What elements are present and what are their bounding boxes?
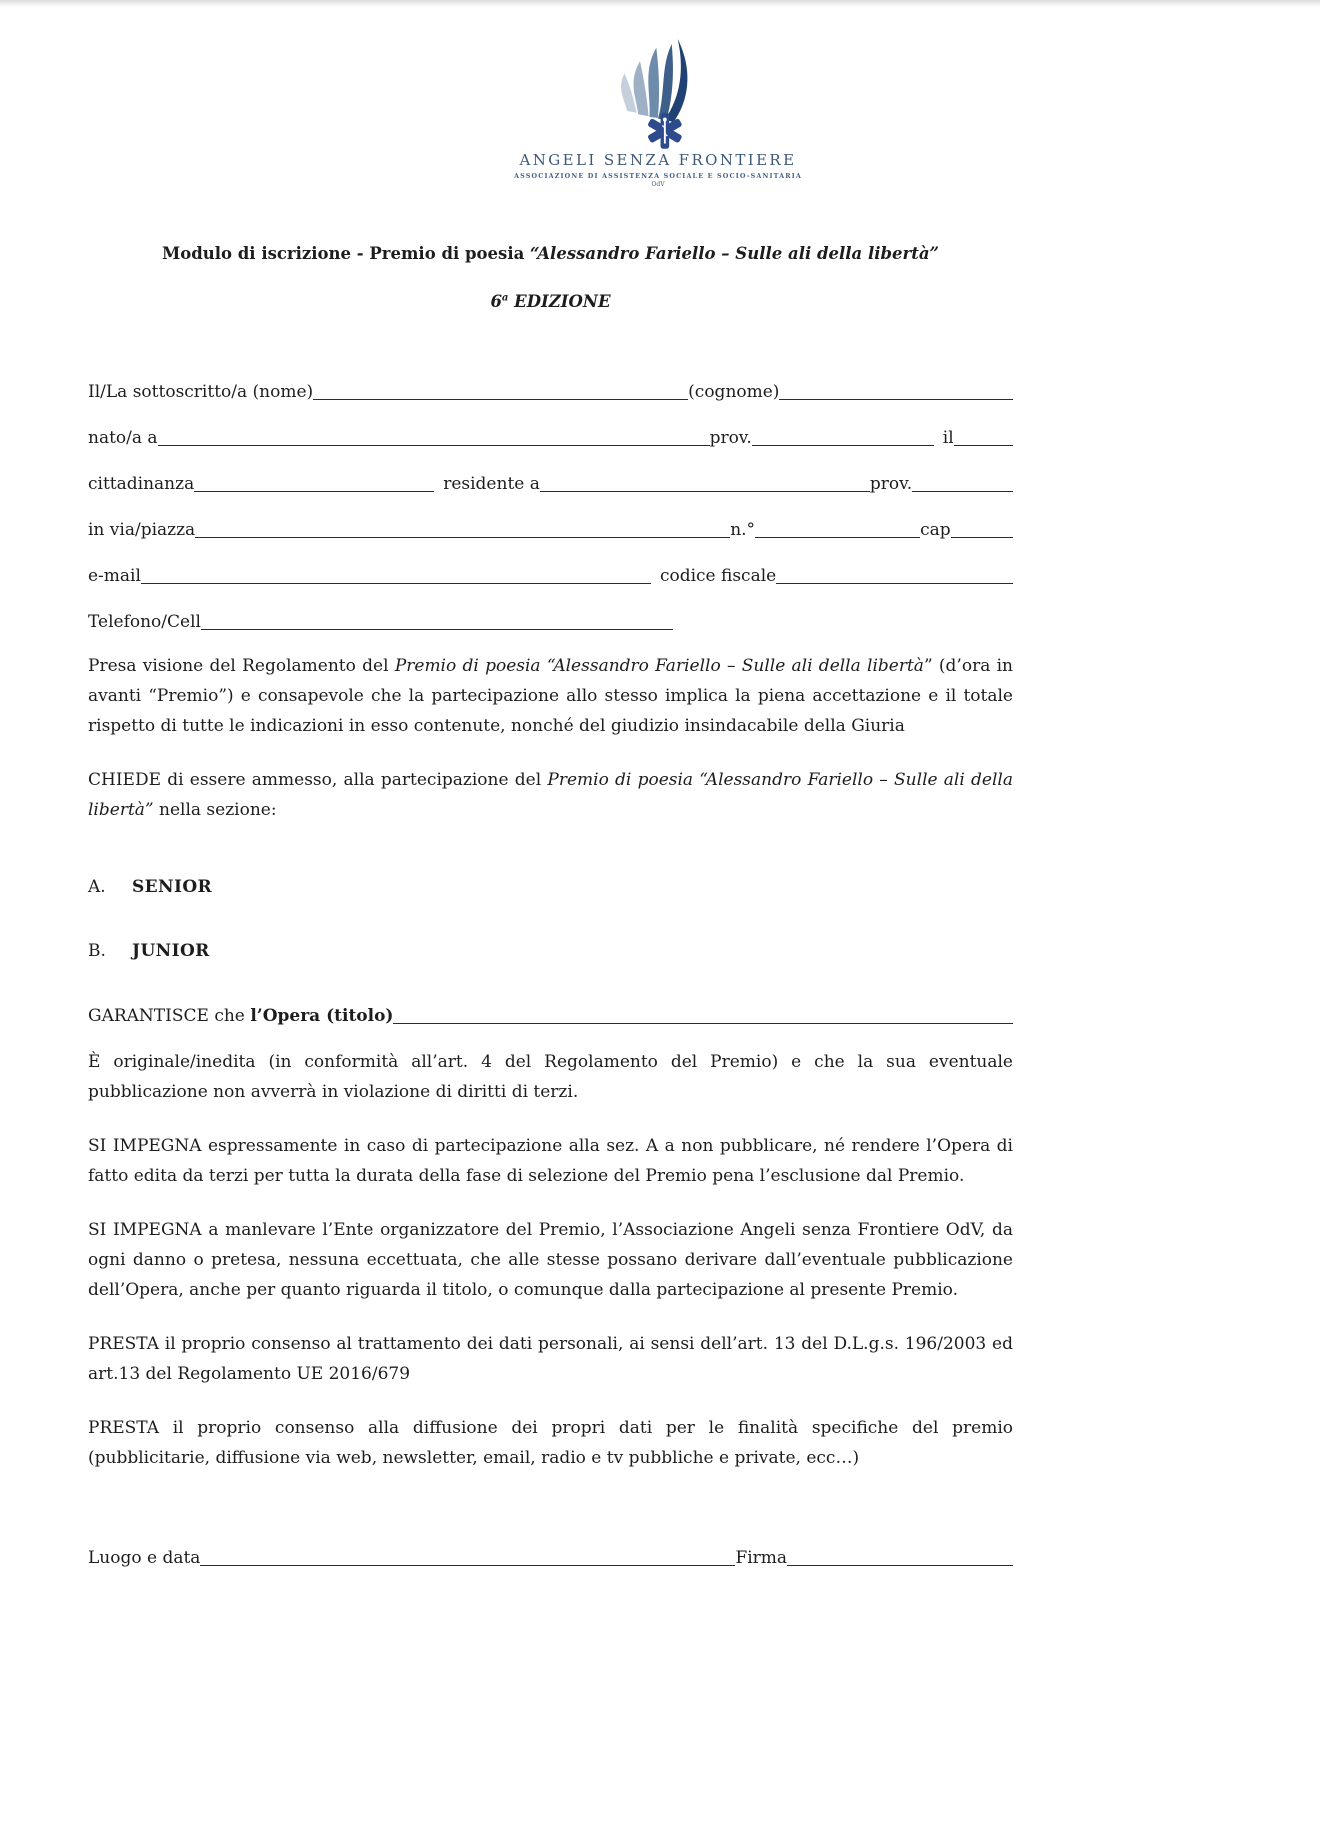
email-blank — [141, 581, 651, 584]
title-prize-name: “Alessandro Fariello – Sulle ali della libertà” — [530, 244, 940, 263]
org-type-label: OdV — [651, 181, 665, 188]
luogo-data-blank — [200, 1563, 735, 1566]
garantisce-label: GARANTISCE che — [88, 1006, 245, 1027]
via-blank — [195, 535, 730, 538]
form-title — [88, 242, 1013, 266]
cap-label: cap — [920, 520, 951, 541]
personal-data-fields — [88, 357, 1013, 633]
nato-blank — [158, 443, 710, 446]
nato-label: nato/a a — [88, 428, 158, 449]
firma-label: Firma — [735, 1548, 788, 1569]
email-label: e-mail — [88, 566, 141, 587]
option-a-label: SENIOR — [132, 876, 213, 897]
section-option-senior — [88, 877, 1013, 897]
luogo-data-label: Luogo e data — [88, 1548, 201, 1569]
option-a-marker: A. — [88, 876, 106, 897]
codice-fiscale-label: codice fiscale — [659, 566, 777, 587]
il-label: il — [942, 428, 954, 449]
signature-line — [88, 1543, 1013, 1569]
residente-label: residente a — [443, 474, 540, 495]
via-label: in via/piazza — [88, 520, 196, 541]
cittadinanza-label: cittadinanza — [88, 474, 195, 495]
title-regular: Modulo di iscrizione - Premio di poesia — [161, 244, 531, 263]
field-line-telefono — [88, 587, 1013, 633]
paragraph-si-impegna-2: SI IMPEGNA a manlevare l’Ente organizzatore del Premio, l’Associazione Angeli senza Frontiere OdV, da ogni danno o pretesa, nessuna eccettuata, che alle stesse possano derivare dall’eventuale pubblicazione dell’Opera, anche per quanto riguarda il titolo, o comunque dalla partecipazione al presente Premio. — [88, 1219, 1013, 1300]
chiede-prize-name: Premio di poesia “Alessandro Fariello – Sulle ali della libertà” — [88, 769, 1013, 820]
edition-ordinal: a — [501, 292, 509, 304]
paragraph-presta-1: PRESTA il proprio consenso al trattamento dei dati personali, ai sensi dell’art. 13 del D.L.g.s. 196/2003 ed art.13 del Regolamento UE 2016/679 — [88, 1333, 1013, 1384]
presa-post: ” (d’ora in avanti “Premio”) e consapevole che la partecipazione allo stesso implica la piena accettazione e il totale rispetto di tutte le indicazioni in esso contenute, nonché del giudizio insindacabile della Giuria — [88, 655, 1013, 736]
numero-blank — [755, 535, 920, 538]
field-line-email — [88, 541, 1013, 587]
field-line-cittadinanza — [88, 449, 1013, 495]
field-line-titolo-opera — [88, 1001, 1013, 1027]
edition-number: 6 — [490, 291, 502, 311]
paragraph-presa-visione — [88, 651, 1013, 741]
nome-blank — [313, 397, 688, 400]
option-b-marker: B. — [88, 940, 106, 961]
prov2-label: prov. — [869, 474, 913, 495]
paragraph-presta-2: PRESTA il proprio consenso alla diffusione dei propri dati per le finalità specifiche del premio (pubblicitarie, diffusione via web, newsletter, email, radio e tv pubbliche e private, ecc…) — [88, 1417, 1013, 1468]
telefono-blank — [201, 627, 673, 630]
cittadinanza-blank — [194, 489, 434, 492]
edition-line — [88, 292, 1013, 311]
prov2-blank — [912, 489, 1013, 492]
firma-blank — [787, 1563, 1013, 1566]
paragraph-originale: È originale/inedita (in conformità all’art. 4 del Regolamento del Premio) e che la sua eventuale pubblicazione non avverrà in violazione di diritti di terzi. — [88, 1051, 1013, 1102]
field-line-via — [88, 495, 1013, 541]
org-name: ANGELI SENZA FRONTIERE — [519, 151, 797, 169]
paragraph-si-impegna-1: SI IMPEGNA espressamente in caso di partecipazione alla sez. A a non pubblicare, né rendere l’Opera di fatto edita da terzi per tutta la durata della fase di selezione del Premio pena l’esclusione dal Premio. — [88, 1135, 1013, 1186]
numero-label: n.° — [730, 520, 756, 541]
paragraph-chiede — [88, 765, 1013, 825]
option-b-label: JUNIOR — [132, 940, 210, 961]
chiede-post: nella sezione: — [153, 799, 277, 820]
cognome-blank — [779, 397, 1013, 400]
opera-titolo-label: l’Opera (titolo) — [250, 1006, 394, 1027]
presa-prize-name: Premio di poesia “Alessandro Fariello – Sulle ali della libertà — [394, 655, 924, 676]
edition-word: EDIZIONE — [508, 291, 611, 311]
codice-fiscale-blank — [776, 581, 1013, 584]
titolo-blank — [393, 1021, 1013, 1024]
wing-star-of-life-logo-icon — [598, 37, 718, 149]
field-line-nato — [88, 403, 1013, 449]
presa-pre: Presa visione del Regolamento del — [88, 655, 395, 676]
nome-label: Il/La sottoscritto/a (nome) — [88, 382, 314, 403]
line-end-spacer — [673, 631, 1013, 633]
data-nascita-blank — [954, 443, 1013, 446]
chiede-pre: CHIEDE di essere ammesso, alla partecipazione del — [88, 769, 548, 790]
form-content — [88, 242, 1013, 1569]
telefono-label: Telefono/Cell — [88, 612, 201, 633]
section-options — [88, 877, 1013, 961]
field-line-nome-cognome — [88, 357, 1013, 403]
scan-edge — [0, 0, 1320, 7]
org-logo — [508, 37, 808, 188]
cap-blank — [951, 535, 1013, 538]
section-option-junior — [88, 941, 1013, 961]
residente-blank — [540, 489, 870, 492]
prov-label: prov. — [709, 428, 752, 449]
cognome-label: (cognome) — [688, 382, 780, 403]
prov-blank — [752, 443, 934, 446]
org-subtitle: ASSOCIAZIONE DI ASSISTENZA SOCIALE E SOCIO-SANITARIA — [514, 172, 802, 180]
